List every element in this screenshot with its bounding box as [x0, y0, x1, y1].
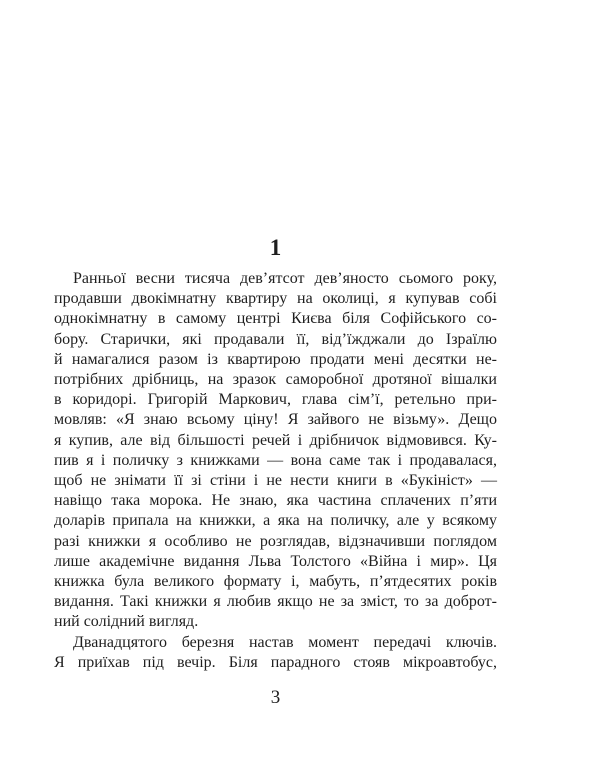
- text-line: однокімнатну в самому центрі Києва біля Софійського со-: [54, 310, 497, 328]
- text-line: бору. Старички, які продавали її, від’їжджали до Ізраїлю: [54, 330, 497, 348]
- text-line: Ранньої весни тисяча дев’ятсот дев’яносто сьомого року,: [73, 270, 497, 287]
- chapter-number: 1: [269, 235, 282, 260]
- text-line: видання. Такі книжки я любив якщо не за зміст, то за доброт-: [54, 593, 497, 611]
- page-number: 3: [270, 687, 281, 708]
- text-block: [54, 269, 497, 673]
- text-line: й намагалися разом із квартирою продати мені десятки не-: [54, 350, 497, 368]
- text-line: в коридорі. Григорій Маркович, глава сім’ї, ретельно при-: [54, 391, 497, 409]
- text-line: потрібних дрібниць, на зразок саморобної дротяної вішалки: [54, 371, 497, 389]
- text-line: навіщо така морока. Не знаю, яка частина сплачених п’яти: [54, 492, 497, 510]
- text-line: лише академічне видання Льва Толстого «Війна і мир». Ця: [54, 552, 497, 570]
- text-line: мовляв: «Я знаю всьому ціну! Я зайвого не візьму». Дещо: [54, 411, 497, 429]
- text-line: Я приїхав під вечір. Біля парадного стояв мікроавтобус,: [54, 653, 497, 671]
- text-line: разі книжки я особливо не розглядав, відзначивши поглядом: [54, 532, 497, 550]
- text-line: Дванадцятого березня настав момент передачі ключів.: [73, 633, 497, 651]
- text-line: я купив, але від більшості речей і дрібничок відмовився. Ку-: [54, 431, 497, 449]
- text-line: пив я і поличку з книжками — вона саме так і продавалася,: [54, 451, 497, 469]
- text-line: продавши двокімнатну квартиру на околиці, я купував собі: [54, 290, 497, 308]
- text-line: щоб не знімати її зі стіни і не нести книги в «Букініст» —: [54, 472, 497, 490]
- text-line: ний солідний вигляд.: [54, 613, 199, 631]
- text-line: книжка була великого формату і, мабуть, п’ятдесятих років: [54, 573, 497, 591]
- text-line: доларів припала на книжки, а яка на поличку, але у всякому: [54, 512, 497, 530]
